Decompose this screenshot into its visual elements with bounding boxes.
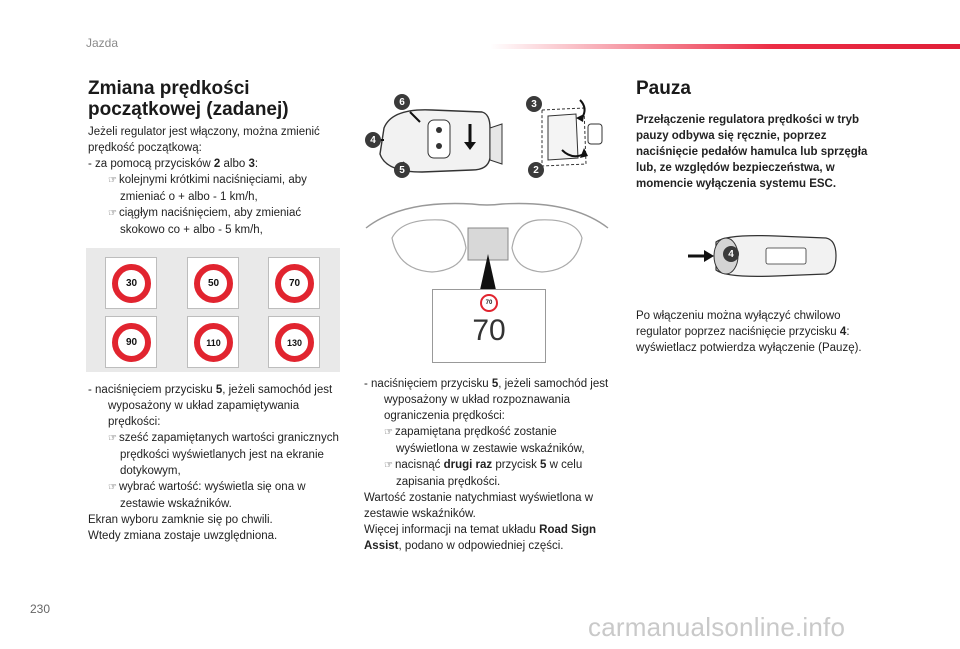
speed-limit-sign: 130 (275, 323, 314, 362)
displayed-speed-value: 70 (472, 314, 506, 347)
header-accent-bar (490, 44, 960, 49)
instrument-cluster-illustration (362, 198, 612, 290)
pause-description-bold: Przełączenie regulatora prędkości w tryb pauzy odbywa się ręcznie, poprzez naciśnięcie pedałów hamulca lub sprzęgła lub, ze względów bezpieczeństwa, w momencie wyłączenia systemu ESC. (636, 114, 868, 190)
sign-box (105, 257, 157, 309)
speed-display (432, 289, 546, 363)
speed-limit-sign: 90 (112, 323, 151, 362)
pause-description-text: Po włączeniu można wyłączyć chwilowo regulator poprzez naciśnięcie przycisku 4: wyświetlacz potwierdza wyłączenie (Pauzę). (636, 310, 862, 354)
callout-6: 6 (394, 94, 410, 110)
speed-limit-sign-mini: 70 (480, 294, 498, 312)
speed-limit-sign: 110 (194, 323, 233, 362)
sign-box (187, 257, 239, 309)
callout-2: 2 (528, 162, 544, 178)
section-title-speed-change: Zmiana prędkości początkowej (zadanej) (88, 78, 289, 120)
speed-limit-sign: 70 (275, 264, 314, 303)
road-sign-memory-text: - naciśnięciem przycisku 5, jeżeli samochód jest wyposażony w układ rozpoznawania ograniczenia prędkości: ☞ zapamiętana prędkość zostanie wyświetlona w zestawie wskaźników, ☞ nacisnąć drugi raz przycisk 5 w celu zapisania prędkości. Wartość zostanie natychmiast wyświetlona w zestawie wskaźników. Więcej informacji na temat układu Road Sign Assist, podano w odpowiedniej części. (364, 378, 609, 552)
pause-button-illustration (686, 226, 846, 286)
watermark: carmanualsonline.info (588, 612, 846, 642)
sign-box (268, 257, 320, 309)
sign-box (268, 316, 320, 368)
sign-box (187, 316, 239, 368)
speed-limit-sign: 50 (194, 264, 233, 303)
callout-4-pause: 4 (723, 246, 739, 262)
callout-5: 5 (394, 162, 410, 178)
speed-change-text: Jeżeli regulator jest włączony, można zmienić prędkość początkową: - za pomocą przycisków 2 albo 3: ☞ kolejnymi krótkimi naciśnięciami, aby zmieniać o + albo - 1 km/h, ☞ ciągłym naciśnięciem, aby zmieniać skokowo co + albo - 5 km/h, (88, 126, 320, 236)
speed-memory-text: - naciśnięciem przycisku 5, jeżeli samochód jest wyposażony w układ zapamiętywania prędkości: ☞ sześć zapamiętanych wartości granicznych prędkości wyświetlanych jest na ekranie dotykowym, ☞ wybrać wartość: wyświetla się ona w zestawie wskaźników. Ekran wyboru zamknie się po chwili. Wtedy zmiana zostaje uwzględniona. (88, 384, 339, 542)
section-label: Jazda (86, 36, 119, 50)
speed-limit-sign: 30 (112, 264, 151, 303)
callout-3: 3 (526, 96, 542, 112)
speed-memory-signs-panel (86, 248, 340, 372)
section-title-pause: Pauza (636, 78, 691, 99)
sign-box (105, 316, 157, 368)
page-number: 230 (30, 602, 51, 616)
callout-4: 4 (365, 132, 381, 148)
